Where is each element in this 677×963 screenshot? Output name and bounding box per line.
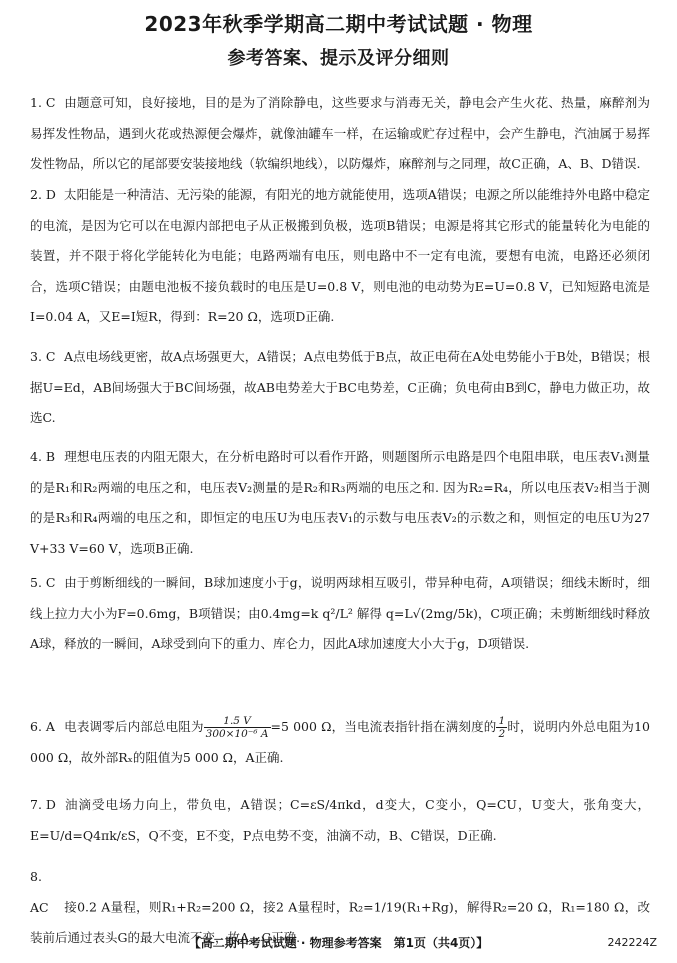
answer-3 [30,342,650,434]
answer-text: 油滴受电场力向上，带负电，A错误；C=εS/4πkd，d变大，C变小，Q=CU，U变大，张角变大，E=U/d=Q4πk/εS，Q不变，E不变，P点电势不变，油滴不动，B、C错误，D正确. [30,797,650,843]
document-code: 242224Z [607,936,657,949]
answer-text: A点电场线更密，故A点场强更大，A错误；A点电势低于B点，故正电荷在A处电势能小于B处，B错误；根据U=Ed，AB间场强大于BC间场强，故AB电势差大于BC电势差，C正确；负电荷由B到C，静电力做正功，故选C. [30,349,650,425]
answer-number: 4. B [30,449,56,464]
answer-7 [30,790,650,851]
answer-number: 2. D [30,187,56,202]
answer-number: 3. C [30,349,56,364]
answer-text-mid: =5 000 Ω，当电流表指针指在满刻度的 [270,719,497,734]
page-subtitle: 参考答案、提示及评分细则 [227,48,450,69]
answer-4 [30,442,650,564]
answer-text-pre: 电表调零后内部总电阻为 [64,719,204,734]
answer-text: 由题意可知，良好接地，目的是为了消除静电，这些要求与消毒无关，静电会产生火花、热量，麻醉剂为易挥发性物品，遇到火花或热源便会爆炸，就像油罐车一样，在运输或贮存过程中，会产生静电，汽油属于易挥发性物品，所以它的尾部要安装接地线（软编织地线），以防爆炸，麻醉剂与之同理，故C正确，A、B、D错误. [30,95,650,171]
answer-number: 6. A [30,719,55,734]
fraction-numerator: 1.5 V [204,715,271,728]
fraction-numerator: 1 [498,715,506,727]
fraction-denominator: 300×10⁻⁶ A [205,728,269,740]
page-footer: 【高二期中考试试题 · 物理参考答案 第1页（共4页）】 [188,936,489,950]
answer-1 [30,88,650,180]
resistance-fraction [204,715,271,740]
answer-number: 7. D [30,797,56,812]
answer-text-post: 时，说明内外总电阻为10 000 Ω，故外部Rₓ的阻值为5 000 Ω，A正确. [30,719,650,765]
answer-text: 太阳能是一种清洁、无污染的能源，有阳光的地方就能使用，选项A错误；电源之所以能维持外电路中稳定的电流，是因为它可以在电源内部把电子从正极搬到负极，选项B错误；电源是将其它形式的能量转化为电能的装置，并不限于将化学能转化为电能；电路两端有电压，则电路中不一定有电流，要想有电流，电路还必须闭合，选项C错误；由题电池板不接负载时的电压是U=0.8 V，则电池的电动势为E=U=0.8 V，已知短路电流是I=0.04 A，又E=I短R，得到：R=20 Ω，选项D正确. [30,187,650,324]
answer-text: 由于剪断细线的一瞬间，B球加速度小于g，说明两球相互吸引，带异种电荷，A项错误；细线未断时，细线上拉力大小为F=0.6mg，B项错误；由0.4mg=k q²/L² 解得 q=L√(2mg/5k)，C项正确；未剪断细线时释放A球，释放的一瞬间，A球受到向下的重力、库仑力，因此A球加速度大小大于g，D项错误. [30,575,650,651]
fraction-denominator: 2 [498,728,506,740]
answer-number: 1. C [30,95,56,110]
answer-number: 5. C [30,575,56,590]
page-title: 2023年秋季学期高二期中考试试题 · 物理 [144,12,533,36]
answer-6 [30,712,650,773]
answer-text: 理想电压表的内阻无限大，在分析电路时可以看作开路，则题图所示电路是四个电阻串联，电压表V₁测量的是R₁和R₂两端的电压之和，电压表V₂测量的是R₂和R₃两端的电压之和. 因为R₂=R₄，所以电压表V₂相当于测的是R₃和R₄两端的电压之和，即恒定的电压U为电压表V₁的示数与电压表V₂的示数之和，则恒定的电压U为27 V+33 V=60 V，选项B正确. [30,449,650,556]
answer-5 [30,568,650,660]
answer-text: 接0.2 A量程，则R₁+R₂=200 Ω，接2 A量程时，R₂=1/19(R₁+Rg)，解得R₂=20 Ω，R₁=180 Ω，改装前后通过表头G的最大电流不变，故A、C正确. [30,899,650,945]
half-fraction [496,715,507,740]
answer-2 [30,180,650,333]
answer-number: 8. AC [30,869,49,915]
